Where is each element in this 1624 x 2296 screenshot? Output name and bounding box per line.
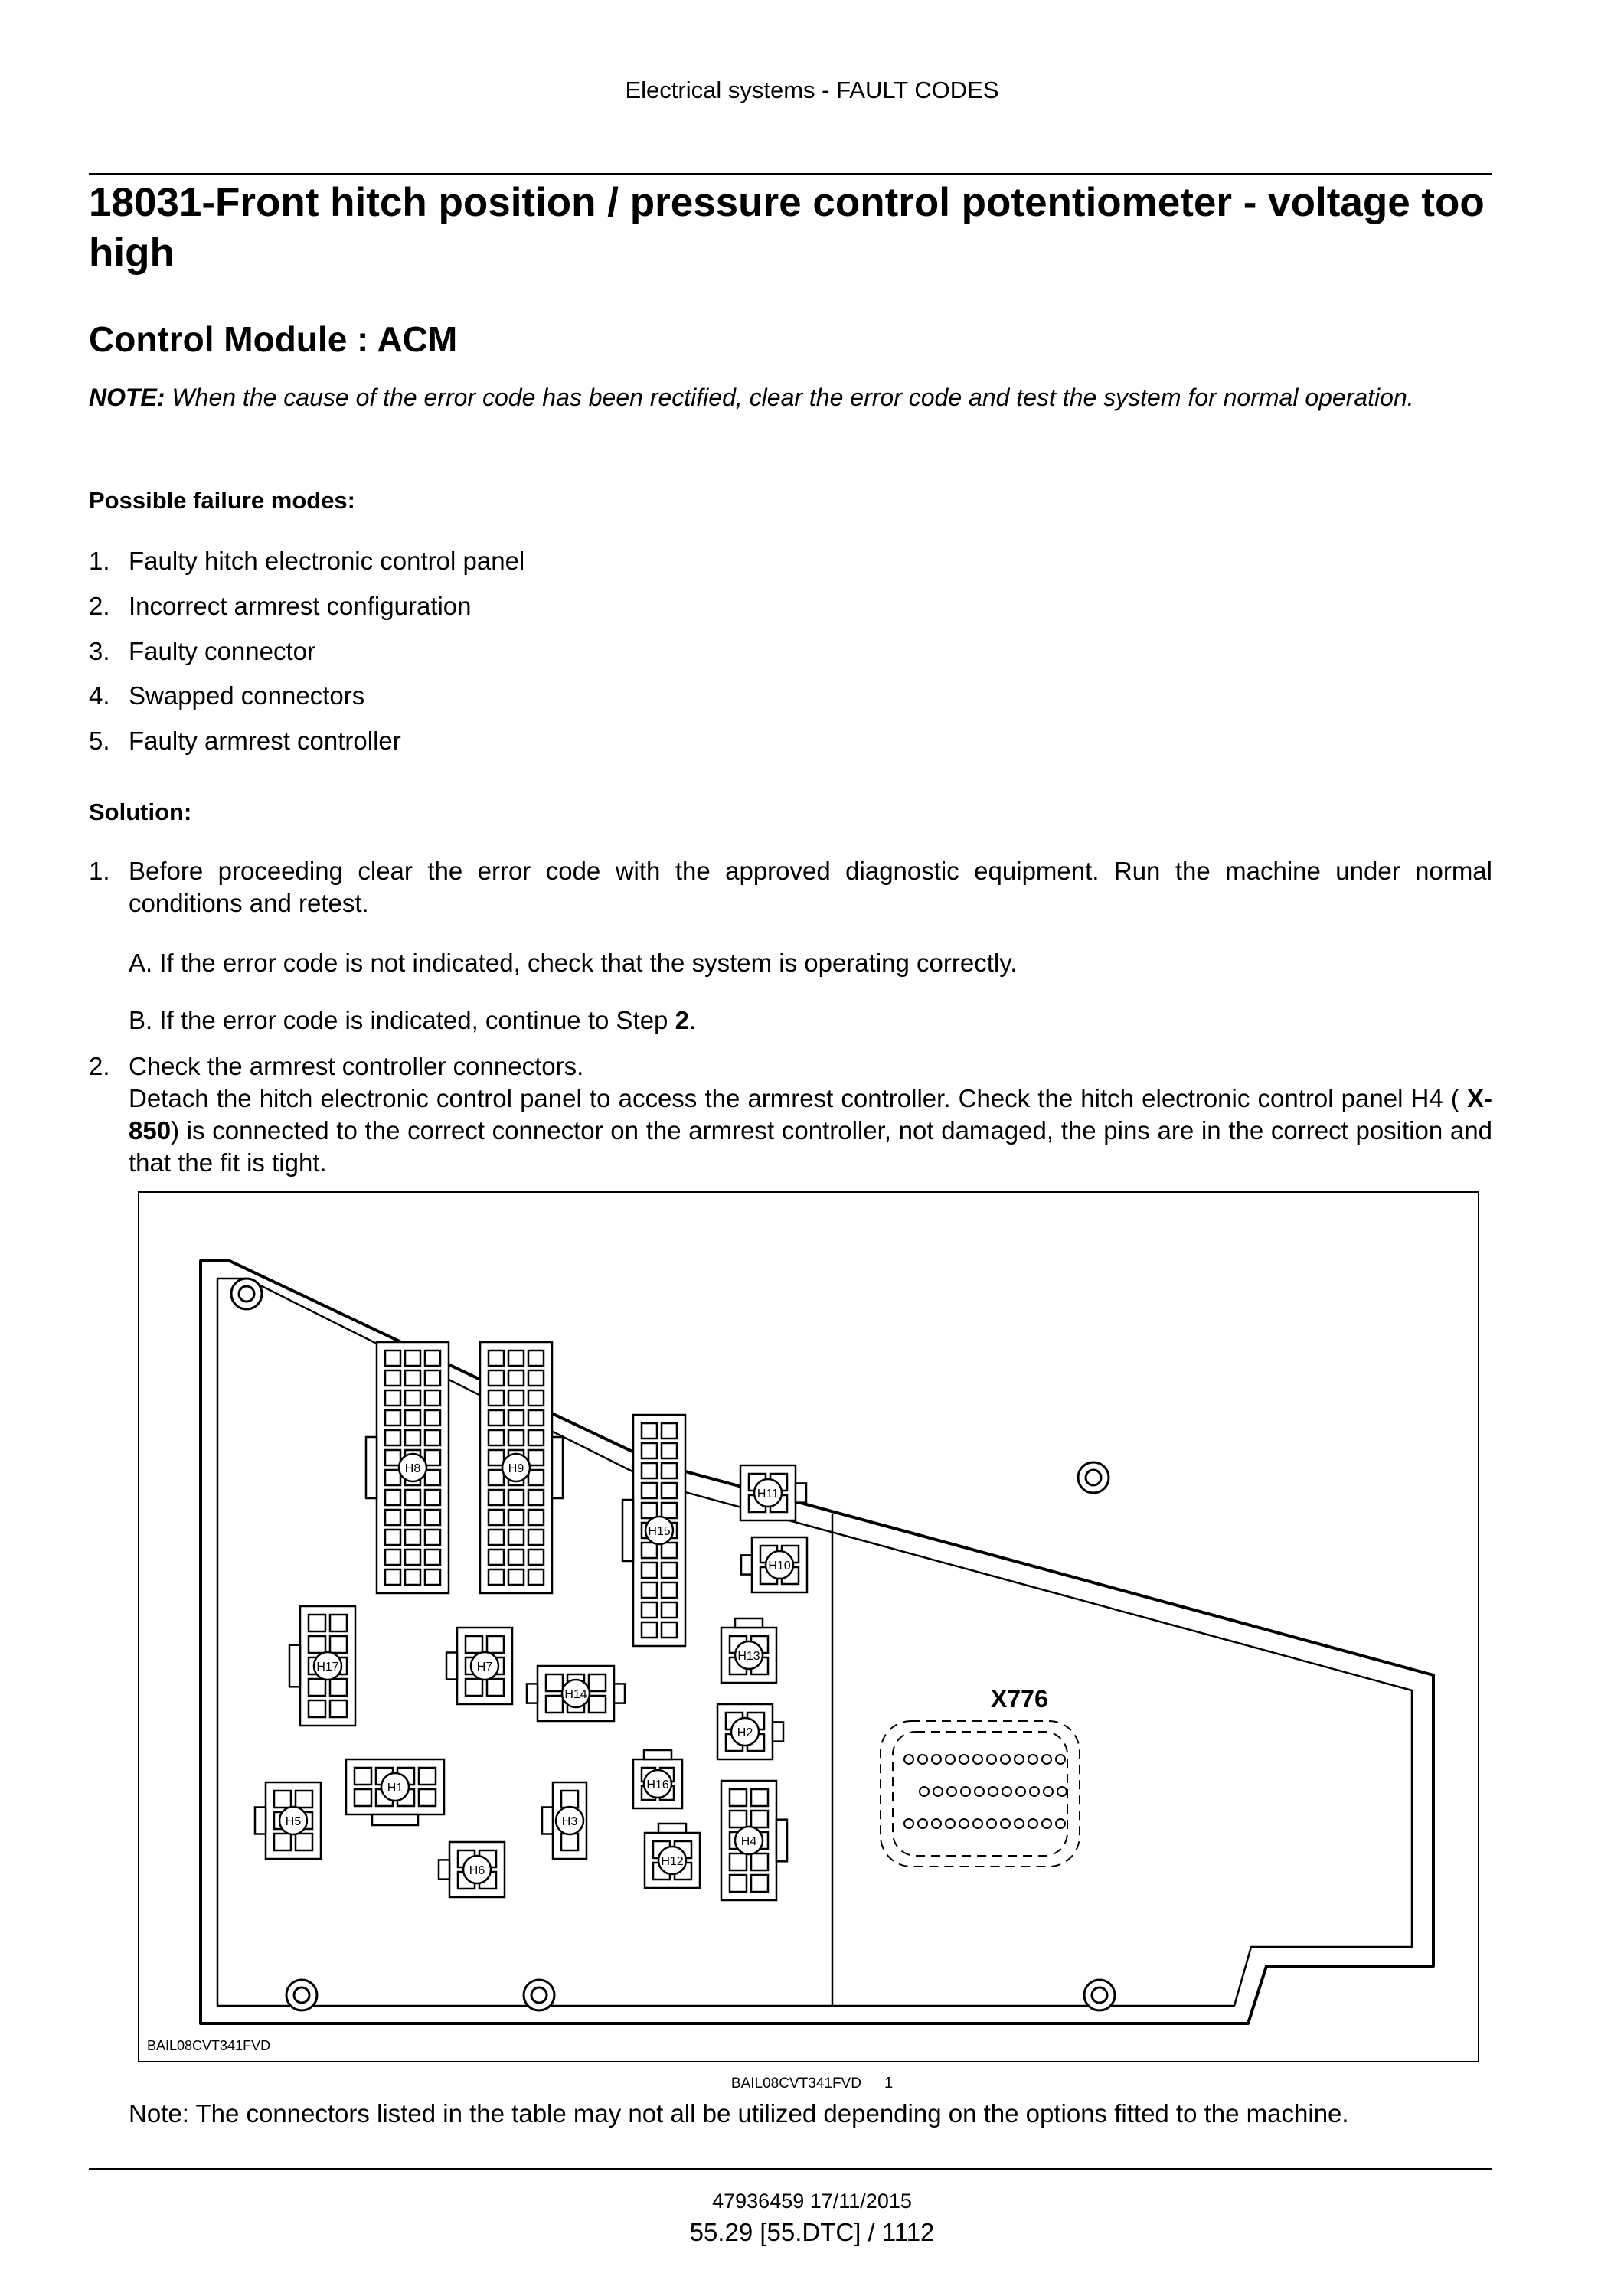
x776-pin [988,1787,998,1796]
x776-pin [1001,1819,1010,1828]
connector-label: H3 [561,1815,578,1828]
connector-label: H10 [768,1560,791,1573]
connector-h2 [717,1704,783,1759]
x776-pin [973,1755,982,1764]
x776-pin [1056,1819,1065,1828]
x776-pin [987,1819,996,1828]
solution-step-1b: B. If the error code is indicated, continue to Step 2. [129,1006,697,1034]
connector-label: H15 [648,1525,671,1538]
x776-pin [932,1755,941,1764]
x776-pin [1042,1755,1051,1764]
solution-step-2-text: Check the armrest controller connectors. Detach the hitch electronic control panel to access the armrest controller. Check the hitch electronic control panel H4 ( X-850) is connected to the correct connector on the armrest controller, not damaged, the pins are in the correct position and that the fit is tight. [129,1052,1492,1177]
figure-number: 1 [884,2075,894,2092]
page-title: 18031-Front hitch position / pressure control potentiometer - voltage too high [89,180,1485,276]
fuse-board-diagram [139,1193,1478,2061]
x776-pin [920,1787,929,1796]
connector-label: H2 [737,1726,753,1739]
figure-caption-code: BAIL08CVT341FVD [730,2076,861,2092]
connector-h12 [645,1824,700,1888]
x776-pin [973,1819,982,1828]
x776-pin [1002,1787,1011,1796]
connector-label: H11 [756,1488,779,1501]
connector-h11 [740,1465,806,1520]
connector-label: H9 [508,1462,524,1475]
header-rule [89,173,1492,175]
x776-pin [904,1755,913,1764]
connector-h1 [346,1759,444,1825]
solution-step-2-number: 2. [89,1052,110,1080]
x776-pin [933,1787,943,1796]
x776-pin [946,1755,955,1764]
connector-x776 [881,1685,1080,1867]
connector-label: H4 [740,1835,757,1848]
x776-pin [918,1755,927,1764]
connector-label: H13 [737,1650,760,1663]
connector-id: X-850 [129,1084,1492,1145]
solution-heading: Solution: [89,799,192,825]
connector-h5 [255,1782,321,1859]
connector-h3 [542,1782,587,1859]
connector-label: H16 [646,1778,669,1791]
failure-mode-item: 2. Incorrect armrest configuration [89,592,472,620]
x776-pin [1028,1755,1037,1764]
x776-pin [975,1787,984,1796]
x776-pin [1016,1787,1025,1796]
solution-step-1-text: Before proceeding clear the error code with the approved diagnostic equipment. Run the machine under normal conditions and retest. [129,857,1492,917]
connector-h6 [439,1842,505,1897]
x776-pin [1044,1787,1053,1796]
solution-step-1-number: 1. [89,857,110,885]
failure-modes-heading: Possible failure modes: [89,487,355,514]
connector-h10 [741,1537,807,1592]
figure-code-inside: BAIL08CVT341FVD [147,2038,271,2053]
x776-pin [961,1787,970,1796]
failure-mode-item: 1. Faulty hitch electronic control panel [89,547,525,575]
failure-mode-item: 3. Faulty connector [89,637,315,665]
connector-label: H17 [316,1661,339,1674]
connector-h4 [721,1781,787,1900]
x776-pin [1057,1787,1067,1796]
x776-pin [1028,1819,1037,1828]
footer-document-id: 47936459 17/11/2015 [712,2190,912,2213]
x776-pin [1030,1787,1039,1796]
step-reference: 2 [675,1006,689,1034]
connector-h9 [480,1342,563,1593]
note-text: When the cause of the error code has been rectified, clear the error code and test the system for normal operation. [165,384,1414,411]
connector-h14 [527,1666,625,1721]
connector-label: H6 [469,1864,485,1877]
step-2-line-1: Check the armrest controller connectors. [129,1052,584,1080]
x776-label: X776 [991,1685,1048,1713]
wiring-diagram-figure [138,1191,1479,2062]
note-paragraph [89,381,1492,413]
x776-pin [1015,1755,1024,1764]
x776-pin [987,1755,996,1764]
x776-pin [946,1819,955,1828]
x776-pin [1056,1755,1065,1764]
connector-label: H7 [476,1661,493,1674]
solution-step-1a: A. If the error code is not indicated, check that the system is operating correctly. [129,949,1018,977]
footer-rule [89,2168,1492,2170]
x776-pin [1001,1755,1010,1764]
x776-pin [947,1787,956,1796]
x776-pin [1015,1819,1024,1828]
failure-mode-item: 4. Swapped connectors [89,681,365,710]
connector-label: H12 [661,1855,684,1868]
connector-usage-note: Note: The connectors listed in the table may not all be utilized depending on the options fitted to the machine. [129,2099,1349,2128]
connector-h17 [289,1606,355,1726]
failure-mode-item: 5. Faulty armrest controller [89,727,401,755]
x776-pin [1042,1819,1051,1828]
connector-label: H5 [285,1815,302,1828]
connector-h15 [622,1415,685,1646]
connector-h8 [366,1342,449,1593]
note-label: NOTE: [89,384,165,411]
connector-label: H14 [564,1688,587,1701]
x776-pin [959,1819,969,1828]
connector-h13 [721,1618,776,1683]
x776-pin [918,1819,927,1828]
connector-label: H1 [387,1782,404,1795]
figure-caption [0,2075,1624,2092]
control-module-heading: Control Module : ACM [89,319,458,359]
footer-page-number: 55.29 [55.DTC] / 1112 [689,2218,935,2246]
connector-h16 [633,1750,682,1808]
connector-h7 [446,1628,512,1704]
x776-pin [932,1819,941,1828]
x776-pin [959,1755,969,1764]
running-header: Electrical systems - FAULT CODES [625,77,999,103]
connector-label: H8 [404,1462,421,1475]
x776-pin [904,1819,913,1828]
